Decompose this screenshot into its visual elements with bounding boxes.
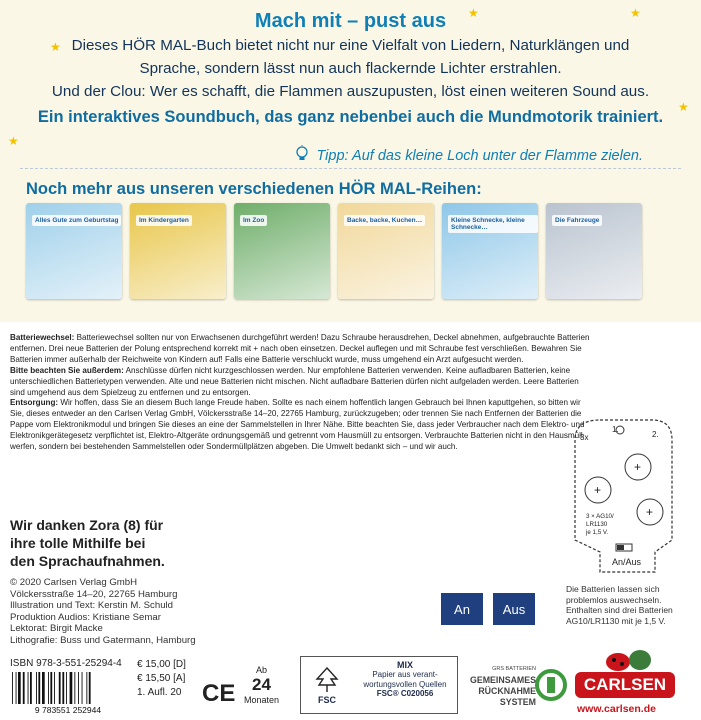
- ce-mark: CE: [202, 680, 236, 707]
- cover-title: Alles Gute zum Geburtstag: [32, 215, 121, 226]
- svg-text:+: +: [646, 505, 654, 519]
- barcode-bar: [86, 672, 87, 704]
- barcode-bar: [30, 672, 32, 704]
- tagline: Ein interaktives Soundbuch, das ganz nebenbei auch die Mundmotorik trainiert.: [37, 108, 664, 126]
- barcode-bar: [23, 672, 25, 704]
- cover-title: Kleine Schnecke, kleine Schnecke…: [448, 215, 538, 233]
- intro-line-3: Und der Clou: Wer es schafft, die Flammen auszupusten, löst einen weiteren Sound aus.: [51, 83, 650, 100]
- barcode-number: 9 783551 252944: [34, 705, 102, 714]
- star-icon: ★: [50, 40, 61, 54]
- tip-text: Tipp: Auf das kleine Loch unter der Flamme zielen.: [316, 148, 643, 164]
- barcode-bar: [36, 672, 37, 704]
- intro-line-1: Dieses HÖR MAL-Buch bietet nicht nur eine Vielfalt von Liedern, Naturklängen und: [71, 37, 630, 54]
- cover-title: Im Zoo: [240, 215, 267, 226]
- grs-logo: GRS BATTERIEN GEMEINSAMES RÜCKNAHME SYSTEM: [470, 666, 536, 707]
- off-button[interactable]: Aus: [493, 593, 535, 625]
- cover-title: Backe, backe, Kuchen…: [344, 215, 425, 226]
- star-icon: ★: [468, 6, 479, 20]
- page-title: Mach mit – pust aus: [254, 10, 447, 32]
- star-icon: ★: [8, 134, 19, 148]
- barcode-bar: [48, 672, 49, 704]
- barcode-bar: [74, 672, 75, 704]
- tip: [294, 145, 643, 167]
- fsc-logo: FSC: [301, 657, 353, 713]
- barcode-bar: [54, 672, 55, 704]
- battery-spec: 3 × AG10/: [586, 513, 614, 520]
- series-cover[interactable]: [442, 203, 538, 299]
- publisher-url[interactable]: www.carlsen.de: [577, 703, 656, 715]
- series-covers: [26, 203, 642, 299]
- battery-warnings: Batteriewechsel: Batteriewechsel sollten nur von Erwachsenen durchgeführt werden! Dazu Schraube herausdrehen, Deckel abnehmen, aufgebrauchte Batterien entfernen. Drei neue Batterien der Polung entsprechend korrekt mit + nach oben einsetzen. Deckel auflegen und mit Schraube fest verschließen. Bewahren Sie Batterien immer außerhalb der Reichweite von Kindern auf! Falls eine Batterie verschluckt wurde, muss umgehend ein Arzt aufgesucht werden. Bitte beachten Sie außerdem: Anschlüsse dürfen nicht kurzgeschlossen werden. Nur empfohlene Batterien verwenden. Keine aufladbaren Batterien, keine unterschiedlichen Batterietypen verwenden. Alte und neue Batterien nicht mischen. Nicht aufladbare Batterien dürfen nicht aufgeladen werden. Leere Batterien sind umgehend aus dem Spielzeug zu entfernen und zu entsorgen. Entsorgung: Wir hoffen, dass Sie an diesem Buch lange Freude haben. Sollte es nach einem hoffentlich langen Gebrauch bei Ihnen kaputtgehen, so bitten wir Sie, dieses entweder an den Carlsen Verlag GmbH, Völckersstraße 14–20, 22765 Hamburg, zurückzugeben; oder trennen Sie nach Entfernen der Batterien die Pappe vom Elektronikmodul und bringen Sie dieses an eine der Sammelstellen in Ihrer Nähe. Bitte beachten Sie, dass jeder Verbraucher nach dem Elektro- und Elektronikgerätegesetz verpflichtet ist, Elektro-Altgeräte ordnungsgemäß und getrennt vom Hausmüll zu entsorgen. Verbrauchte Batterien nicht in den Hausmüll werfen, sondern bei bestehenden Sammelstellen oder Sondermüllplätzen abgeben. Die Umwelt bedankt sich – und wir auch.: [10, 333, 590, 452]
- star-icon: ★: [678, 100, 689, 114]
- barcode-bar: [38, 672, 40, 704]
- barcode-bar: [18, 672, 21, 704]
- lightbulb-icon: [294, 145, 310, 167]
- svg-text:+: +: [594, 483, 602, 497]
- battery-diagram: [560, 412, 690, 577]
- cover-title: Die Fahrzeuge: [552, 215, 602, 226]
- barcode-bar: [28, 672, 29, 704]
- ladybug-icon: [600, 640, 656, 672]
- step-2: 2.: [652, 430, 659, 439]
- thanks-note: Wir danken Zora (8) für ihre tolle Mithilfe bei den Sprachaufnahmen.: [10, 517, 165, 569]
- prices: € 15,00 [D] € 15,50 [A] 1. Aufl. 20: [137, 659, 186, 698]
- barcode-bar: [82, 672, 83, 704]
- series-cover[interactable]: [234, 203, 330, 299]
- barcode-bar: [66, 672, 67, 704]
- step-1: 1.: [612, 425, 619, 434]
- intro-line-2: Sprache, sondern lässt nun auch flackernde Lichter erstrahlen.: [139, 60, 562, 77]
- recycle-battery-icon: [534, 668, 568, 702]
- tree-icon: [312, 665, 342, 695]
- switch-label: An/Aus: [612, 557, 642, 567]
- isbn: ISBN 978-3-551-25294-4: [10, 658, 122, 669]
- star-icon: ★: [630, 6, 641, 20]
- svg-text:LR1130: LR1130: [586, 521, 608, 528]
- barcode-bar: [70, 672, 73, 704]
- series-cover[interactable]: [546, 203, 642, 299]
- barcode-bar: [42, 672, 45, 704]
- svg-text:je 1,5 V.: je 1,5 V.: [586, 529, 609, 536]
- battery-count: 3x: [580, 433, 589, 442]
- battery-note: Die Batterien lassen sich problemlos auswechseln. Enthalten sind drei Batterien AG10/LR1130 mit je 1,5 V.: [566, 584, 673, 626]
- barcode-bar: [50, 672, 52, 704]
- fsc-label: FSC MIX Papier aus verant- wortungsvollen Quellen FSC® C020056: [300, 656, 458, 714]
- barcode-bar: [59, 672, 61, 704]
- on-button[interactable]: An: [441, 593, 483, 625]
- divider: [20, 168, 681, 169]
- barcode-bar: [78, 672, 79, 704]
- series-title: Noch mehr aus unseren verschiedenen HÖR MAL-Reihen:: [26, 180, 482, 198]
- barcode-bar: [16, 672, 17, 704]
- series-cover[interactable]: [338, 203, 434, 299]
- cover-title: Im Kindergarten: [136, 215, 192, 226]
- barcode-bar: [89, 672, 91, 704]
- svg-text:+: +: [634, 460, 642, 474]
- age-rating: Ab 24 Monaten: [244, 665, 280, 705]
- carlsen-logo[interactable]: CARLSEN: [575, 672, 675, 698]
- barcode-bar: [12, 672, 13, 704]
- series-cover[interactable]: [26, 203, 122, 299]
- top-panel: [0, 0, 701, 322]
- imprint: © 2020 Carlsen Verlag GmbH Völckersstraße 14–20, 22765 Hamburg Illustration und Text: Kerstin M. Schuld Produktion Audios: Kristiane Semar Lektorat: Birgit Macke Lithografie: Buss und Gatermann, Hamburg: [10, 577, 196, 646]
- series-cover[interactable]: [130, 203, 226, 299]
- barcode: [8, 672, 128, 714]
- barcode-bar: [62, 672, 64, 704]
